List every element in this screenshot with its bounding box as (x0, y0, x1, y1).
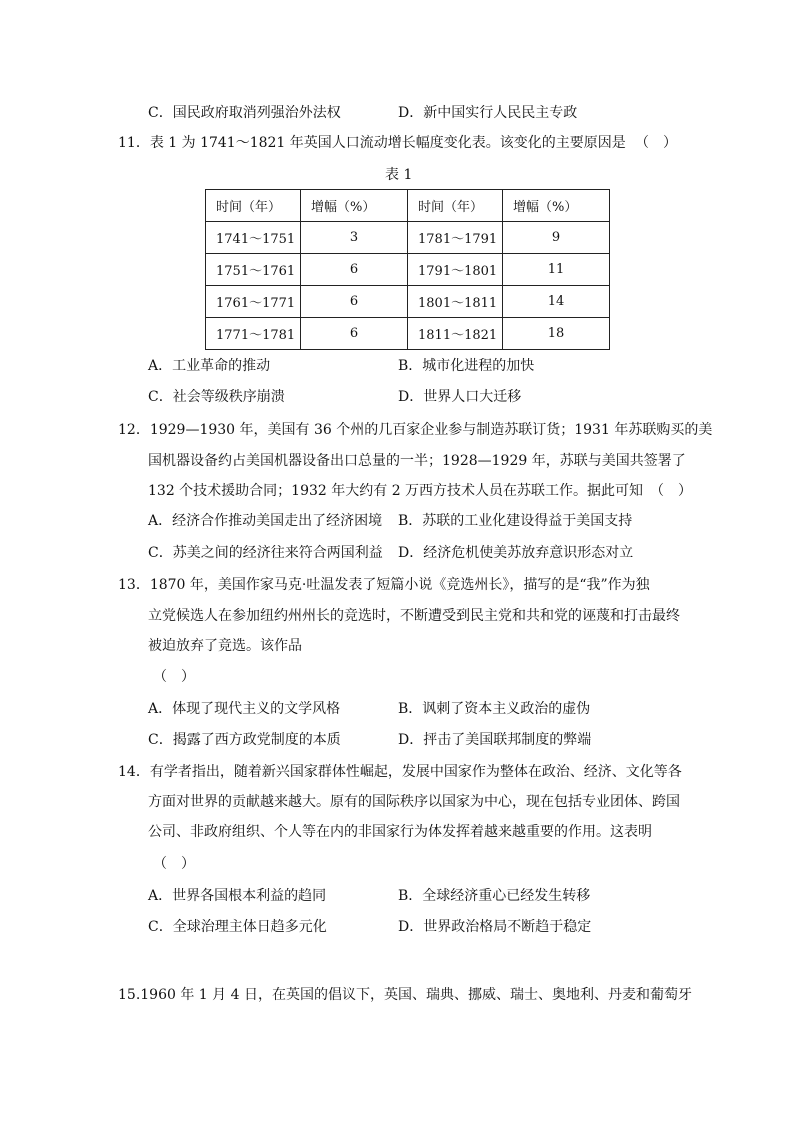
table-caption: 表 1 (385, 167, 413, 183)
table-cell: 9 (503, 222, 610, 254)
q13-option-b: B．讽刺了资本主义政治的虚伪 (398, 701, 591, 717)
table-cell: 14 (503, 286, 610, 318)
table-cell: 6 (301, 286, 408, 318)
table-cell: 1811～1821 (408, 318, 503, 350)
table-cell: 3 (301, 222, 408, 254)
table-header-cell: 增幅（%） (301, 190, 408, 222)
q12-stem-line-3: 132 个技术援助合同；1932 年大约有 2 万西方技术人员在苏联工作。据此可知 （ ） (148, 483, 693, 499)
q13-stem-line-2: 立党候选人在参加纽约州州长的竞选时，不断遭受到民主党和共和党的诬蔑和打击最终 (148, 608, 680, 624)
q12-stem-line-2: 国机器设备约占美国机器设备出口总量的一半；1928—1929 年，苏联与美国共签署了 (148, 453, 686, 469)
q14-option-c: C．全球治理主体日趋多元化 (148, 919, 327, 935)
q10-option-c: C．国民政府取消列强治外法权 (148, 105, 341, 121)
q13-stem-line-3: 被迫放弃了竞选。该作品 (148, 638, 302, 654)
q13-option-d: D．抨击了美国联邦制度的弊端 (398, 732, 592, 748)
table-cell: 1741～1751 (206, 222, 301, 254)
q14-option-d: D．世界政治格局不断趋于稳定 (398, 919, 592, 935)
q11-answer-blank: （ ） (635, 135, 677, 151)
q13-option-a: A．体现了现代主义的文学风格 (148, 701, 341, 717)
q12-stem-line-1: 12．1929—1930 年，美国有 36 个州的几百家企业参与制造苏联订货；1931 年苏联购买的美 (118, 422, 713, 438)
q14-stem-line-1: 14．有学者指出，随着新兴国家群体性崛起，发展中国家作为整体在政治、经济、文化等各 (118, 764, 682, 780)
q12-option-b: B．苏联的工业化建设得益于美国支持 (398, 513, 633, 529)
table-cell: 1751～1761 (206, 254, 301, 286)
table-cell: 1791～1801 (408, 254, 503, 286)
table-header-row (206, 190, 610, 222)
table-header-cell: 时间（年） (206, 190, 301, 222)
table-cell: 11 (503, 254, 610, 286)
q11-option-a: A．工业革命的推动 (148, 358, 271, 374)
table-cell: 6 (301, 318, 408, 350)
table-cell: 18 (503, 318, 610, 350)
q13-answer-blank: （ ） (153, 669, 195, 685)
q12-option-a: A．经济合作推动美国走出了经济困境 (148, 513, 383, 529)
q11-option-d: D．世界人口大迁移 (398, 389, 522, 405)
q11-stem: 11．表 1 为 1741～1821 年英国人口流动增长幅度变化表。该变化的主要原因是 (118, 135, 626, 151)
table-cell: 1771～1781 (206, 318, 301, 350)
table-cell: 1761～1771 (206, 286, 301, 318)
q11-option-c: C．社会等级秩序崩溃 (148, 389, 285, 405)
q13-option-c: C．揭露了西方政党制度的本质 (148, 732, 341, 748)
q12-option-c: C．苏美之间的经济往来符合两国利益 (148, 545, 383, 561)
table-header-cell: 增幅（%） (503, 190, 610, 222)
q14-stem-line-3: 公司、非政府组织、个人等在内的非国家行为体发挥着越来越重要的作用。这表明 (148, 824, 652, 840)
table-row (206, 318, 610, 350)
q12-option-d: D．经济危机使美苏放弃意识形态对立 (398, 545, 634, 561)
table-header-cell: 时间（年） (408, 190, 503, 222)
table-cell: 6 (301, 254, 408, 286)
q13-stem-line-1: 13．1870 年，美国作家马克·吐温发表了短篇小说《竞选州长》，描写的是“我”作为独 (118, 577, 650, 593)
table-cell: 1801～1811 (408, 286, 503, 318)
q14-option-a: A．世界各国根本利益的趋同 (148, 888, 327, 904)
q14-stem-line-2: 方面对世界的贡献越来越大。原有的国际秩序以国家为中心，现在包括专业团体、跨国 (148, 794, 680, 810)
table-row (206, 254, 610, 286)
table-cell: 1781～1791 (408, 222, 503, 254)
q10-option-d: D．新中国实行人民民主专政 (398, 105, 578, 121)
table-row (206, 286, 610, 318)
population-table (205, 189, 610, 350)
q11-option-b: B．城市化进程的加快 (398, 358, 535, 374)
q14-answer-blank: （ ） (153, 856, 195, 872)
table-row (206, 222, 610, 254)
q15-stem-line-1: 15.1960 年 1 月 4 日，在英国的倡议下，英国、瑞典、挪威、瑞士、奥地利、丹麦和葡萄牙 (118, 987, 692, 1003)
q14-option-b: B．全球经济重心已经发生转移 (398, 888, 591, 904)
